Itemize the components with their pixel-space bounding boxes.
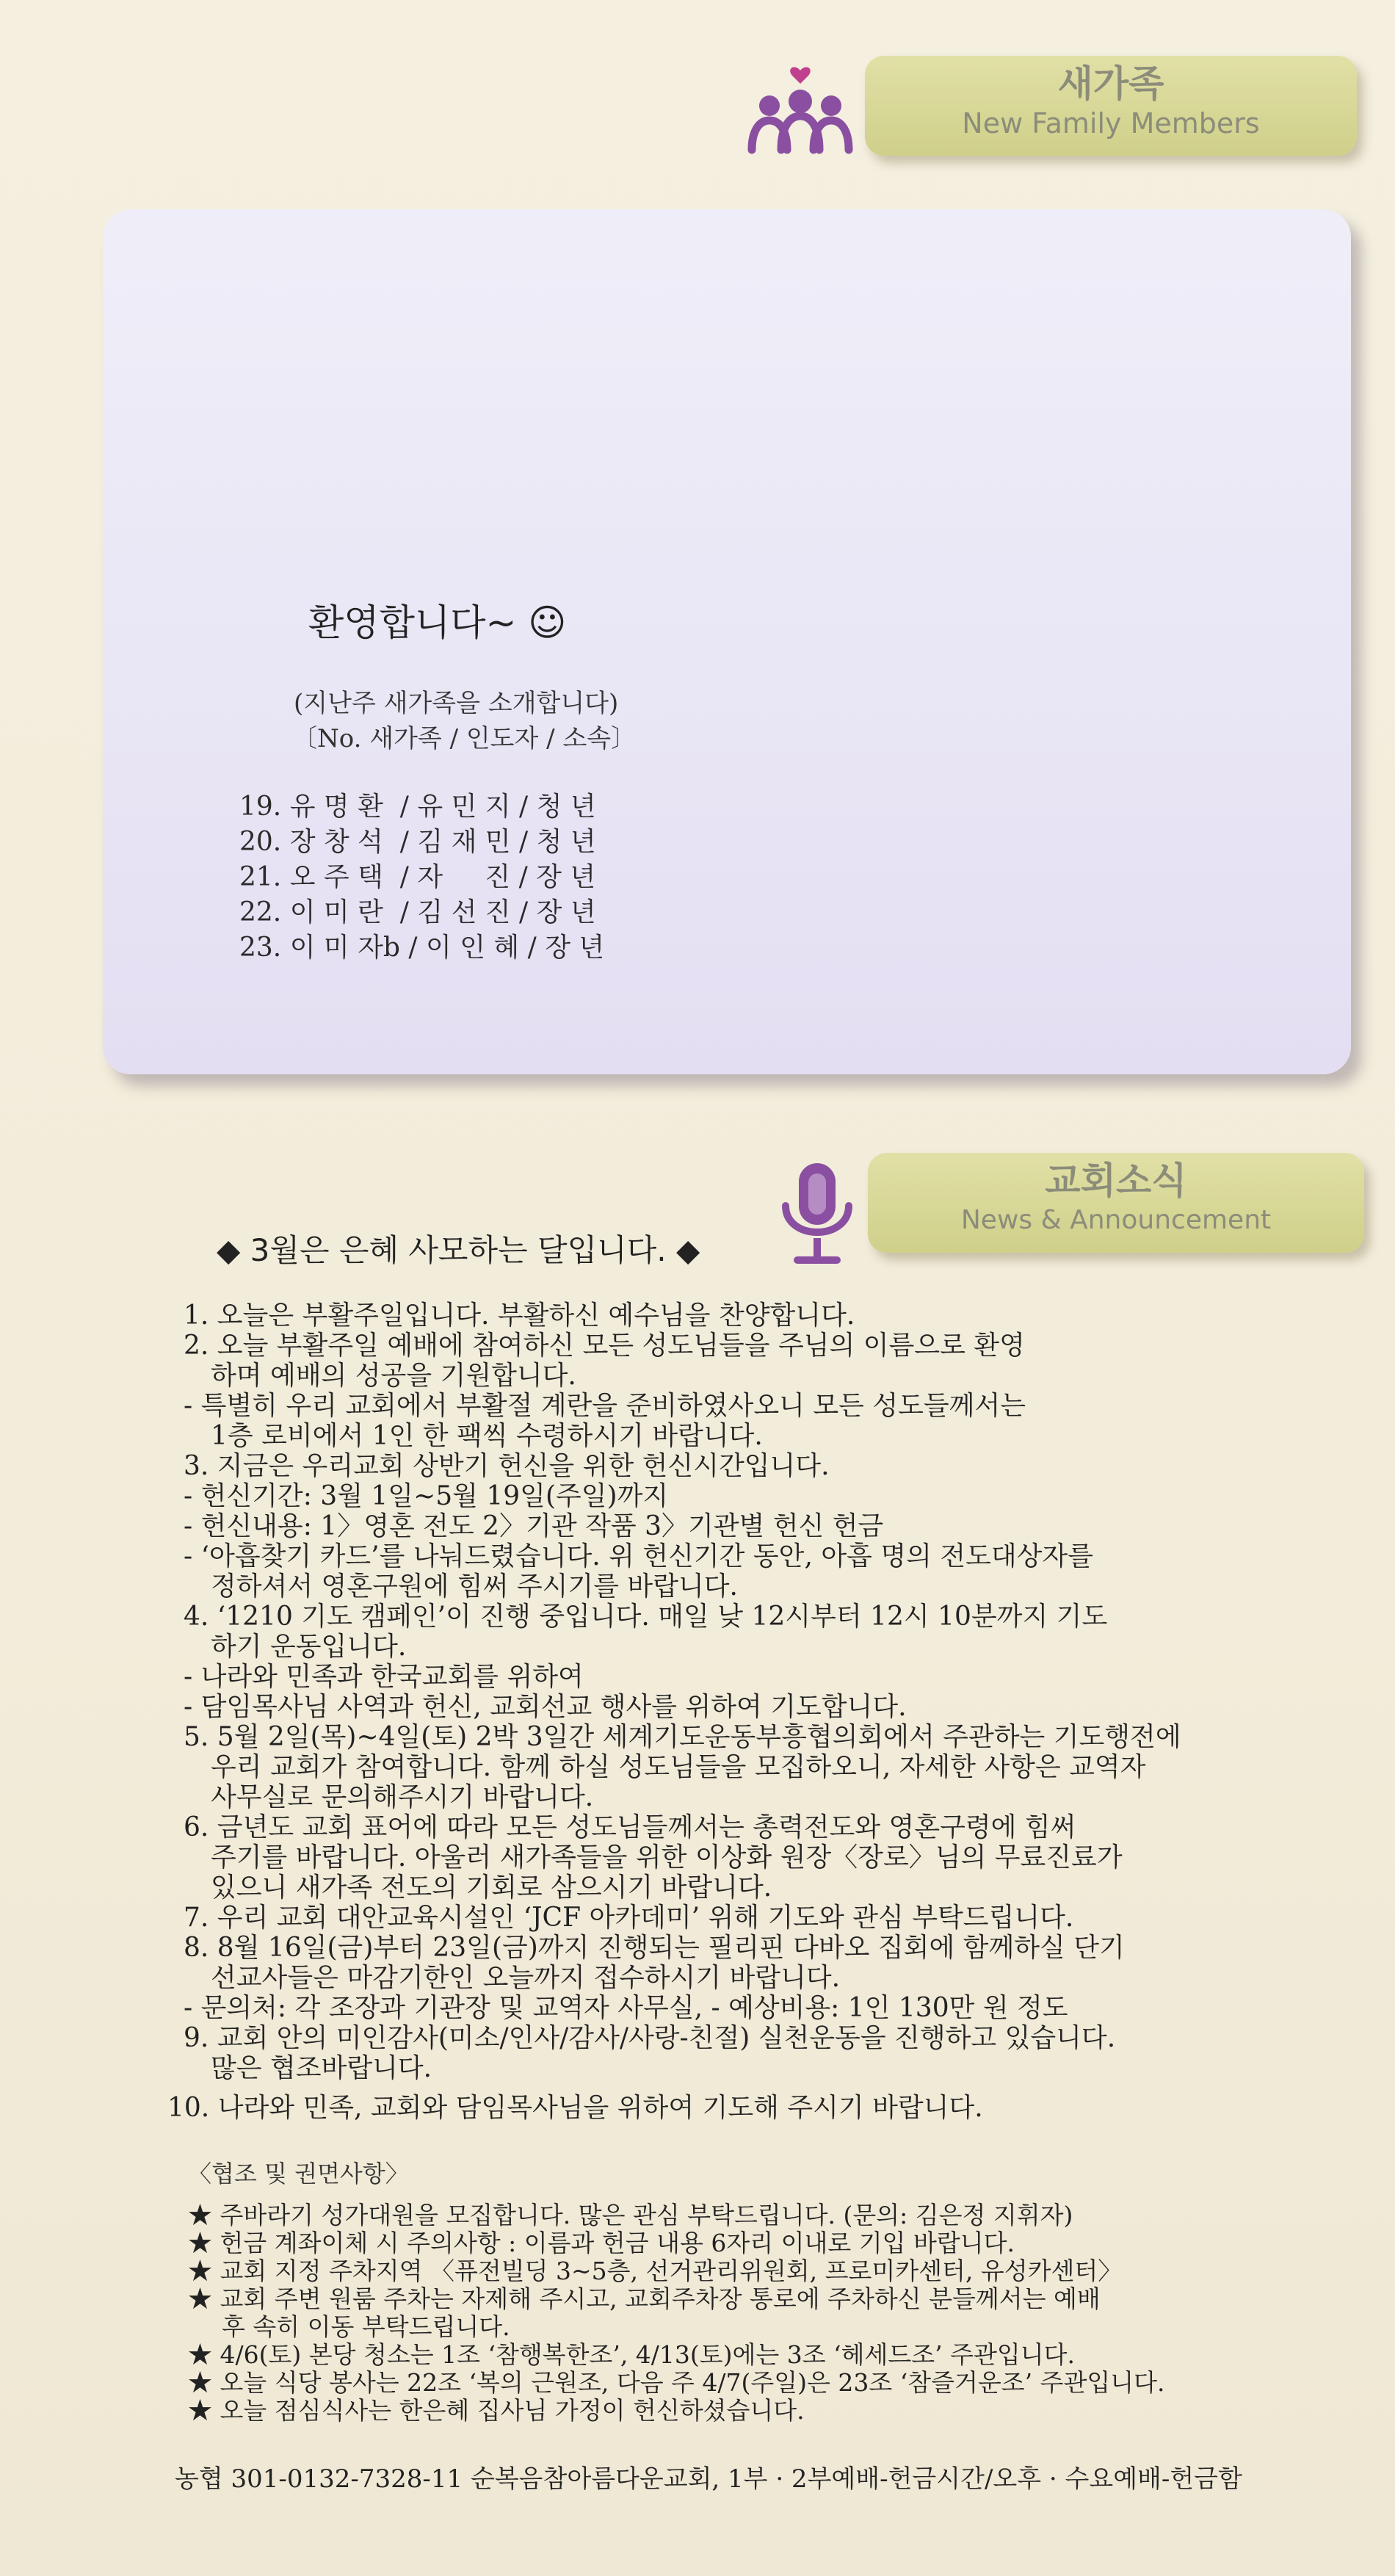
news-line: 하며 예배의 성공을 기원합니다.	[211, 1361, 576, 1391]
news-line: 1. 오늘은 부활주일입니다. 부활하신 예수님을 찬양합니다.	[184, 1300, 855, 1331]
notice-item: 후 속히 이동 부탁드립니다.	[222, 2312, 510, 2341]
welcome-columns-legend: 〔No. 새가족 / 인도자 / 소속〕	[292, 724, 637, 753]
member-row: 22. 이 미 란 / 김 선 진 / 장 년	[239, 897, 596, 927]
news-line: - 헌신기간: 3월 1일~5월 19일(주일)까지	[184, 1481, 669, 1511]
news-line: 사무실로 문의해주시기 바랍니다.	[211, 1782, 594, 1812]
news-line: 3. 지금은 우리교회 상반기 헌신을 위한 헌신시간입니다.	[184, 1451, 830, 1481]
member-row: 23. 이 미 자b / 이 인 혜 / 장 년	[239, 933, 605, 963]
news-line: 8. 8월 16일(금)부터 23일(금)까지 진행되는 필리핀 다바오 집회에 함께하실 단기	[184, 1933, 1125, 1963]
news-line: 4. ‘1210 기도 캠페인’이 진행 중입니다. 매일 낮 12시부터 12시 10분까지 기도	[184, 1602, 1108, 1632]
news-line: 2. 오늘 부활주일 예배에 참여하신 모든 성도님들을 주님의 이름으로 환영	[184, 1331, 1025, 1361]
news-line: - 담임목사님 사역과 헌신, 교회선교 행사를 위하여 기도합니다.	[184, 1692, 907, 1722]
new-family-header	[865, 56, 1357, 156]
member-row: 20. 장 창 석 / 김 재 민 / 청 년	[239, 827, 596, 857]
news-line: 있으니 새가족 전도의 기회로 삼으시기 바랍니다.	[211, 1873, 772, 1903]
news-line: - 특별히 우리 교회에서 부활절 계란을 준비하였사오니 모든 성도들께서는	[184, 1391, 1026, 1421]
notice-title: 〈협조 및 권면사항〉	[188, 2160, 409, 2188]
news-line: 주기를 바랍니다. 아울러 새가족들을 위한 이상화 원장〈장로〉님의 무료진료가	[211, 1842, 1123, 1873]
news-line: 6. 금년도 교회 표어에 따라 모든 성도님들께서는 총력전도와 영혼구령에 힘써	[184, 1812, 1076, 1842]
new-family-title-ko: 새가족	[1057, 62, 1164, 105]
news-title-ko: 교회소식	[1045, 1159, 1187, 1202]
news-line: 선교사들은 마감기한인 오늘까지 접수하시기 바랍니다.	[211, 1963, 841, 1993]
news-header	[868, 1153, 1364, 1253]
monthly-theme: ◆ 3월은 은혜 사모하는 달입니다. ◆	[217, 1232, 700, 1268]
news-line: 하기 운동입니다.	[211, 1632, 407, 1662]
microphone-icon	[769, 1159, 865, 1269]
notice-item: ★ 4/6(토) 본당 청소는 1조 ‘참행복한조’, 4/13(토)에는 3조 ‘헤세드조’ 주관입니다.	[188, 2340, 1075, 2369]
new-family-title-en: New Family Members	[962, 107, 1260, 140]
family-icon	[742, 63, 859, 159]
news-title-en: News & Announcement	[960, 1205, 1272, 1235]
notice-item: ★ 헌금 계좌이체 시 주의사항 : 이름과 헌금 내용 6자리 이내로 기입 바랍니다.	[188, 2229, 1015, 2257]
news-line: - 문의처: 각 조장과 기관장 및 교역자 사무실, - 예상비용: 1인 130만 원 정도	[184, 1993, 1068, 2023]
welcome-greeting: 환영합니다~ ☺	[308, 601, 567, 644]
welcome-intro: (지난주 새가족을 소개합니다)	[294, 689, 619, 718]
news-line: 10. 나라와 민족, 교회와 담임목사님을 위하여 기도해 주시기 바랍니다.	[167, 2093, 983, 2123]
notice-item: ★ 주바라기 성가대원을 모집합니다. 많은 관심 부탁드립니다. (문의: 김은정 지휘자)	[188, 2201, 1073, 2229]
member-row: 21. 오 주 택 / 자 진 / 장 년	[239, 862, 596, 892]
news-line: 7. 우리 교회 대안교육시설인 ‘JCF 아카데미’ 위해 기도와 관심 부탁드립니다.	[184, 1903, 1074, 1933]
news-line: - ‘아흡찾기 카드’를 나눠드렸습니다. 위 헌신기간 동안, 아흡 명의 전도대상자를	[184, 1541, 1093, 1571]
notice-item: ★ 오늘 점심식사는 한은혜 집사님 가정이 헌신하셨습니다.	[188, 2396, 805, 2425]
news-line: - 헌신내용: 1〉영혼 전도 2〉기관 작품 3〉기관별 헌신 헌금	[184, 1511, 884, 1541]
notice-item: ★ 교회 주변 원룸 주차는 자제해 주시고, 교회주차장 통로에 주차하신 분들께서는 예배	[188, 2284, 1101, 2313]
news-line: 우리 교회가 참여합니다. 함께 하실 성도님들을 모집하오니, 자세한 사항은 교역자	[211, 1752, 1146, 1782]
offering-account: 농협 301-0132-7328-11 순복음참아름다운교회, 1부 · 2부예배-헌금시간/오후 · 수요예배-헌금함	[175, 2464, 1242, 2494]
news-line: 많은 협조바랍니다.	[211, 2053, 432, 2083]
news-line: 5. 5월 2일(목)~4일(토) 2박 3일간 세계기도운동부흥협의회에서 주관하는 기도행전에	[184, 1722, 1181, 1752]
news-line: 1층 로비에서 1인 한 팩씩 수령하시기 바랍니다.	[211, 1421, 763, 1451]
member-row: 19. 유 명 환 / 유 민 지 / 청 년	[239, 792, 596, 822]
notice-item: ★ 오늘 식당 봉사는 22조 ‘복의 근원조, 다음 주 4/7(주일)은 23조 ‘참즐거운조’ 주관입니다.	[188, 2368, 1165, 2397]
news-line: 정하셔서 영혼구원에 힘써 주시기를 바랍니다.	[211, 1571, 738, 1602]
news-line: 9. 교회 안의 미인감사(미소/인사/감사/사랑-친절) 실천운동을 진행하고 있습니다.	[184, 2023, 1116, 2053]
news-line: - 나라와 민족과 한국교회를 위하여	[184, 1662, 584, 1692]
notice-item: ★ 교회 지정 주차지역 〈퓨전빌딩 3~5층, 선거관리위원회, 프로미카센터, 유성카센터〉	[188, 2257, 1123, 2285]
